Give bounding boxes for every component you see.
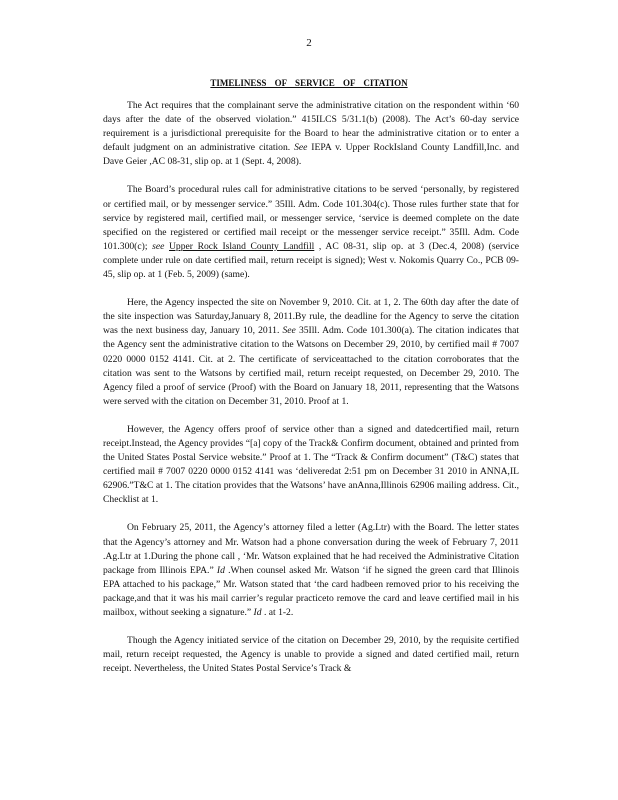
paragraph-2 — [103, 183, 519, 282]
paragraph-1 — [103, 99, 519, 169]
paragraph-3 — [103, 296, 519, 409]
paragraph-1-text-a: The Act requires that the complainant serve the administrative citation on the respondent within ‘60 days after the date of the observed violation.” 415ILCS 5/31.1(b) (2008). The Act’s 60-day service requirement is a jurisdictional prerequisite for the Board to hear the administrative citation or to enter a default judgment on an administrative citation. — [103, 100, 519, 154]
section-heading: TIMELINESS OF SERVICE OF CITATION — [210, 78, 408, 88]
paragraph-4 — [103, 423, 519, 508]
paragraph-5 — [103, 521, 519, 620]
paragraph-6 — [103, 634, 519, 676]
paragraph-2-text-b: , AC 08-31, slip op. at 3 (Dec.4, 2008) (service complete under rule on date certified mail, return receipt is signed); West v. Nokomis Quarry Co., PCB 09-45, slip op. at 1 (Feb. 5, 2009) (same). — [103, 240, 519, 281]
paragraph-5-text-c: . at 1-2. — [261, 607, 294, 618]
see-signal: See — [294, 142, 308, 154]
paragraph-3-text-b: 35Ill. Adm. Code 101.300(a). The citation indicates that the Agency sent the administrative citation to the Watsons on December 29, 2010, by certified mail # 7007 0220 0000 0152 4141. Cit. at 2. The certificate of serviceattached to the citation corroborates that the citation was sent to the Watsons by certified mail, return receipt requested, on December 29, 2010. The Agency filed a proof of service (Proof) with the Board on January 18, 2011, representing that the Watsons were served with the citation on December 31, 2010. Proof at 1. — [103, 325, 519, 407]
paragraph-5-text-a: On February 25, 2011, the Agency’s attorney filed a letter (Ag.Ltr) with the Board. The letter states that the Agency’s attorney and Mr. Watson had a phone conversation during the week of February 7, 2011 .Ag.Ltr at 1.During the phone call , ‘Mr. Watson explained that he had received the Administrative Citation package from Illinois EPA.” — [103, 522, 519, 576]
paragraph-5-text-b: .When counsel asked Mr. Watson ‘if he signed the green card that Illinois EPA attached to his package,” Mr. Watson stated that ‘the card hadbeen removed prior to his receiving the package,and that it was his mail carrier’s regular practiceto remove the card and leave certified mail in his mailbox, without seeking a signature.” — [103, 564, 519, 618]
paragraph-3-text-a: Here, the Agency inspected the site on November 9, 2010. Cit. at 1, 2. The 60th day after the date of the site inspection was Saturday,January 8, 2011.By rule, the deadline for the Agency to serve the citation was the next business day, January 10, 2011. — [103, 297, 519, 337]
paragraph-1-text-b: IEPA v. Upper RockIsland County Landfill,Inc. and Dave Geier ,AC 08-31, slip op. at 1 (Sept. 4, 2008). — [103, 142, 519, 168]
paragraph-2-text-a: The Board’s procedural rules call for administrative citations to be served ‘personally, by registered or certified mail, or by messenger service.” 35Ill. Adm. Code 101.304(c). Those rules further state that for service by registered mail, certified mail, or messenger service, ‘service is deemed complete on the date specified on the registered or certified mail receipt or the messenger service receipt.” 35Ill. Adm. Code 101.300(c); — [103, 184, 519, 252]
id-signal: Id — [216, 564, 225, 576]
see-signal: see — [152, 240, 165, 252]
see-signal: See — [282, 325, 296, 337]
document-body — [103, 99, 519, 676]
case-name: Upper Rock Island County Landfill — [169, 240, 315, 252]
paragraph-6-text: Though the Agency initiated service of the citation on December 29, 2010, by the requisite certified mail, return receipt requested, the Agency is unable to provide a signed and dated certified mail, return receipt. Nevertheless, the United States Postal Service’s Track & — [103, 635, 519, 675]
page-number: 2 — [306, 37, 312, 49]
paragraph-4-text: However, the Agency offers proof of service other than a signed and datedcertified mail, return receipt.Instead, the Agency provides “[a] copy of the Track& Confirm document, obtained and printed from the United States Postal Service website.” Proof at 1. The “Track & Confirm document” (T&C) states that certified mail # 7007 0220 0000 0152 4141 was ‘deliveredat 2:51 pm on December 31 2010 in ANNA,IL 62906.”T&C at 1. The citation provides that the Watsons’ have anAnna,Illinois 62906 mailing address. Cit., Checklist at 1. — [103, 423, 519, 506]
id-signal: Id — [253, 607, 262, 618]
